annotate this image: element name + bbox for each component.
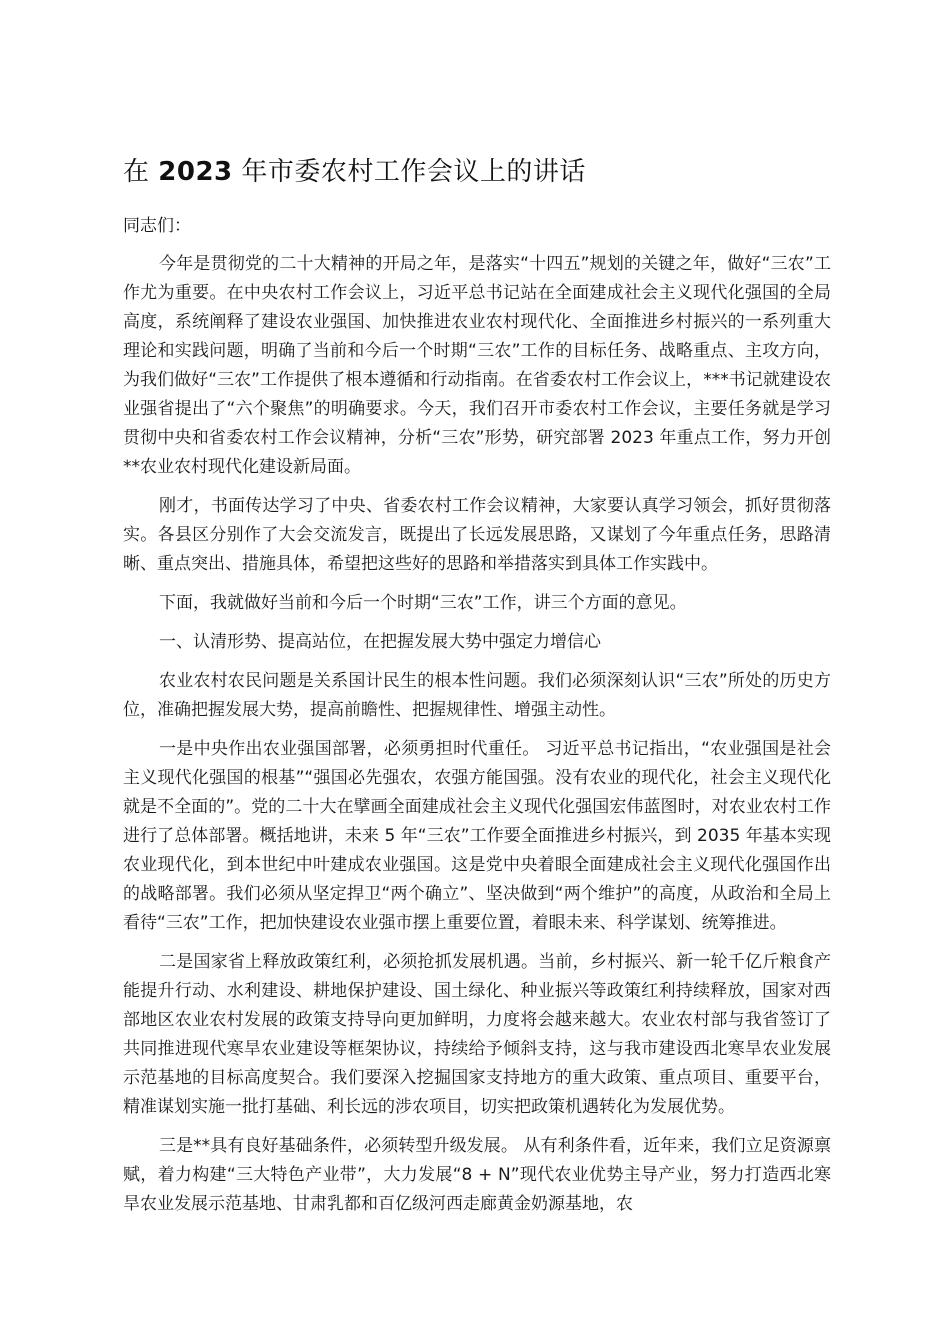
- paragraph-6: 二是国家省上释放政策红利，必须抢抓发展机遇。当前，乡村振兴、新一轮千亿斤粮食产能提升行动、水利建设、耕地保护建设、国土绿化、种业振兴等政策红利持续释放，国家对西部地区农业农村发展的政策支持导向更加鲜明，力度将会越来越大。农业农村部与我省签订了共同推进现代寒旱农业建设等框架协议，持续给予倾斜支持，这与我市建设西北寒旱农业发展示范基地的目标高度契合。我们要深入挖掘国家支持地方的重大政策、重点项目、重要平台，精准谋划实施一批打基础、利长远的涉农项目，切实把政策机遇转化为发展优势。: [123, 952, 831, 1117]
- document-page: [123, 152, 831, 1229]
- title-suffix: 年市委农村工作会议上的讲话: [232, 157, 586, 187]
- paragraph-4: 农业农村农民问题是关系国计民生的根本性问题。我们必须深刻认识“三农”所处的历史方位，准确把握发展大势，提高前瞻性、把握规律性、增强主动性。: [123, 671, 831, 720]
- title-prefix: 在: [123, 157, 159, 187]
- paragraph-3: 下面，我就做好当前和今后一个时期“三农”工作，讲三个方面的意见。: [159, 593, 687, 613]
- paragraph-1: 今年是贯彻党的二十大精神的开局之年，是落实“十四五”规划的关键之年，做好“三农”工作尤为重要。在中央农村工作会议上，习近平总书记站在全面建成社会主义现代化强国的全局高度，系统阐释了建设农业强国、加快推进农业农村现代化、全面推进乡村振兴的一系列重大理论和实践问题，明确了当前和今后一个时期“三农”工作的目标任务、战略重点、主攻方向，为我们做好“三农”工作提供了根本遵循和行动指南。在省委农村工作会议上，***书记就建设农业强省提出了“六个聚焦”的明确要求。今天，我们召开市委农村工作会议，主要任务就是学习贯彻中央和省委农村工作会议精神，分析“三农”形势，研究部署 2023 年重点工作，努力开创**农业农村现代化建设新局面。: [123, 254, 831, 477]
- greeting: 同志们：: [123, 216, 191, 236]
- document-title: [123, 152, 831, 192]
- title-year: 2023: [158, 157, 233, 187]
- paragraph-5: 一是中央作出农业强国部署，必须勇担时代重任。 习近平总书记指出，“农业强国是社会主义现代化强国的根基”“强国必先强农，农强方能国强。没有农业的现代化，社会主义现代化就是不全面的”。党的二十大在擘画全面建成社会主义现代化强国宏伟蓝图时，对农业农村工作进行了总体部署。概括地讲，未来 5 年“三农”工作要全面推进乡村振兴，到 2035 年基本实现农业现代化，到本世纪中叶建成农业强国。这是党中央着眼全面建成社会主义现代化强国作出的战略部署。我们必须从坚定捍卫“两个确立”、坚决做到“两个维护”的高度，从政治和全局上看待“三农”工作，把加快建设农业强市摆上重要位置，着眼未来、科学谋划、统筹推进。: [123, 739, 831, 933]
- paragraph-2: 刚才，书面传达学习了中央、省委农村工作会议精神，大家要认真学习领会，抓好贯彻落实。各县区分别作了大会交流发言，既提出了长远发展思路，又谋划了今年重点任务，思路清晰、重点突出、措施具体，希望把这些好的思路和举措落实到具体工作实践中。: [123, 496, 831, 574]
- section-heading-1: 一、认清形势、提高站位，在把握发展大势中强定力增信心: [159, 632, 601, 652]
- paragraph-7: 三是**具有良好基础条件，必须转型升级发展。 从有利条件看，近年来，我们立足资源禀赋，着力构建“三大特色产业带”，大力发展“8 + N”现代农业优势主导产业，努力打造西北寒旱农业发展示范基地、甘肃乳都和百亿级河西走廊黄金奶源基地，农: [123, 1136, 831, 1214]
